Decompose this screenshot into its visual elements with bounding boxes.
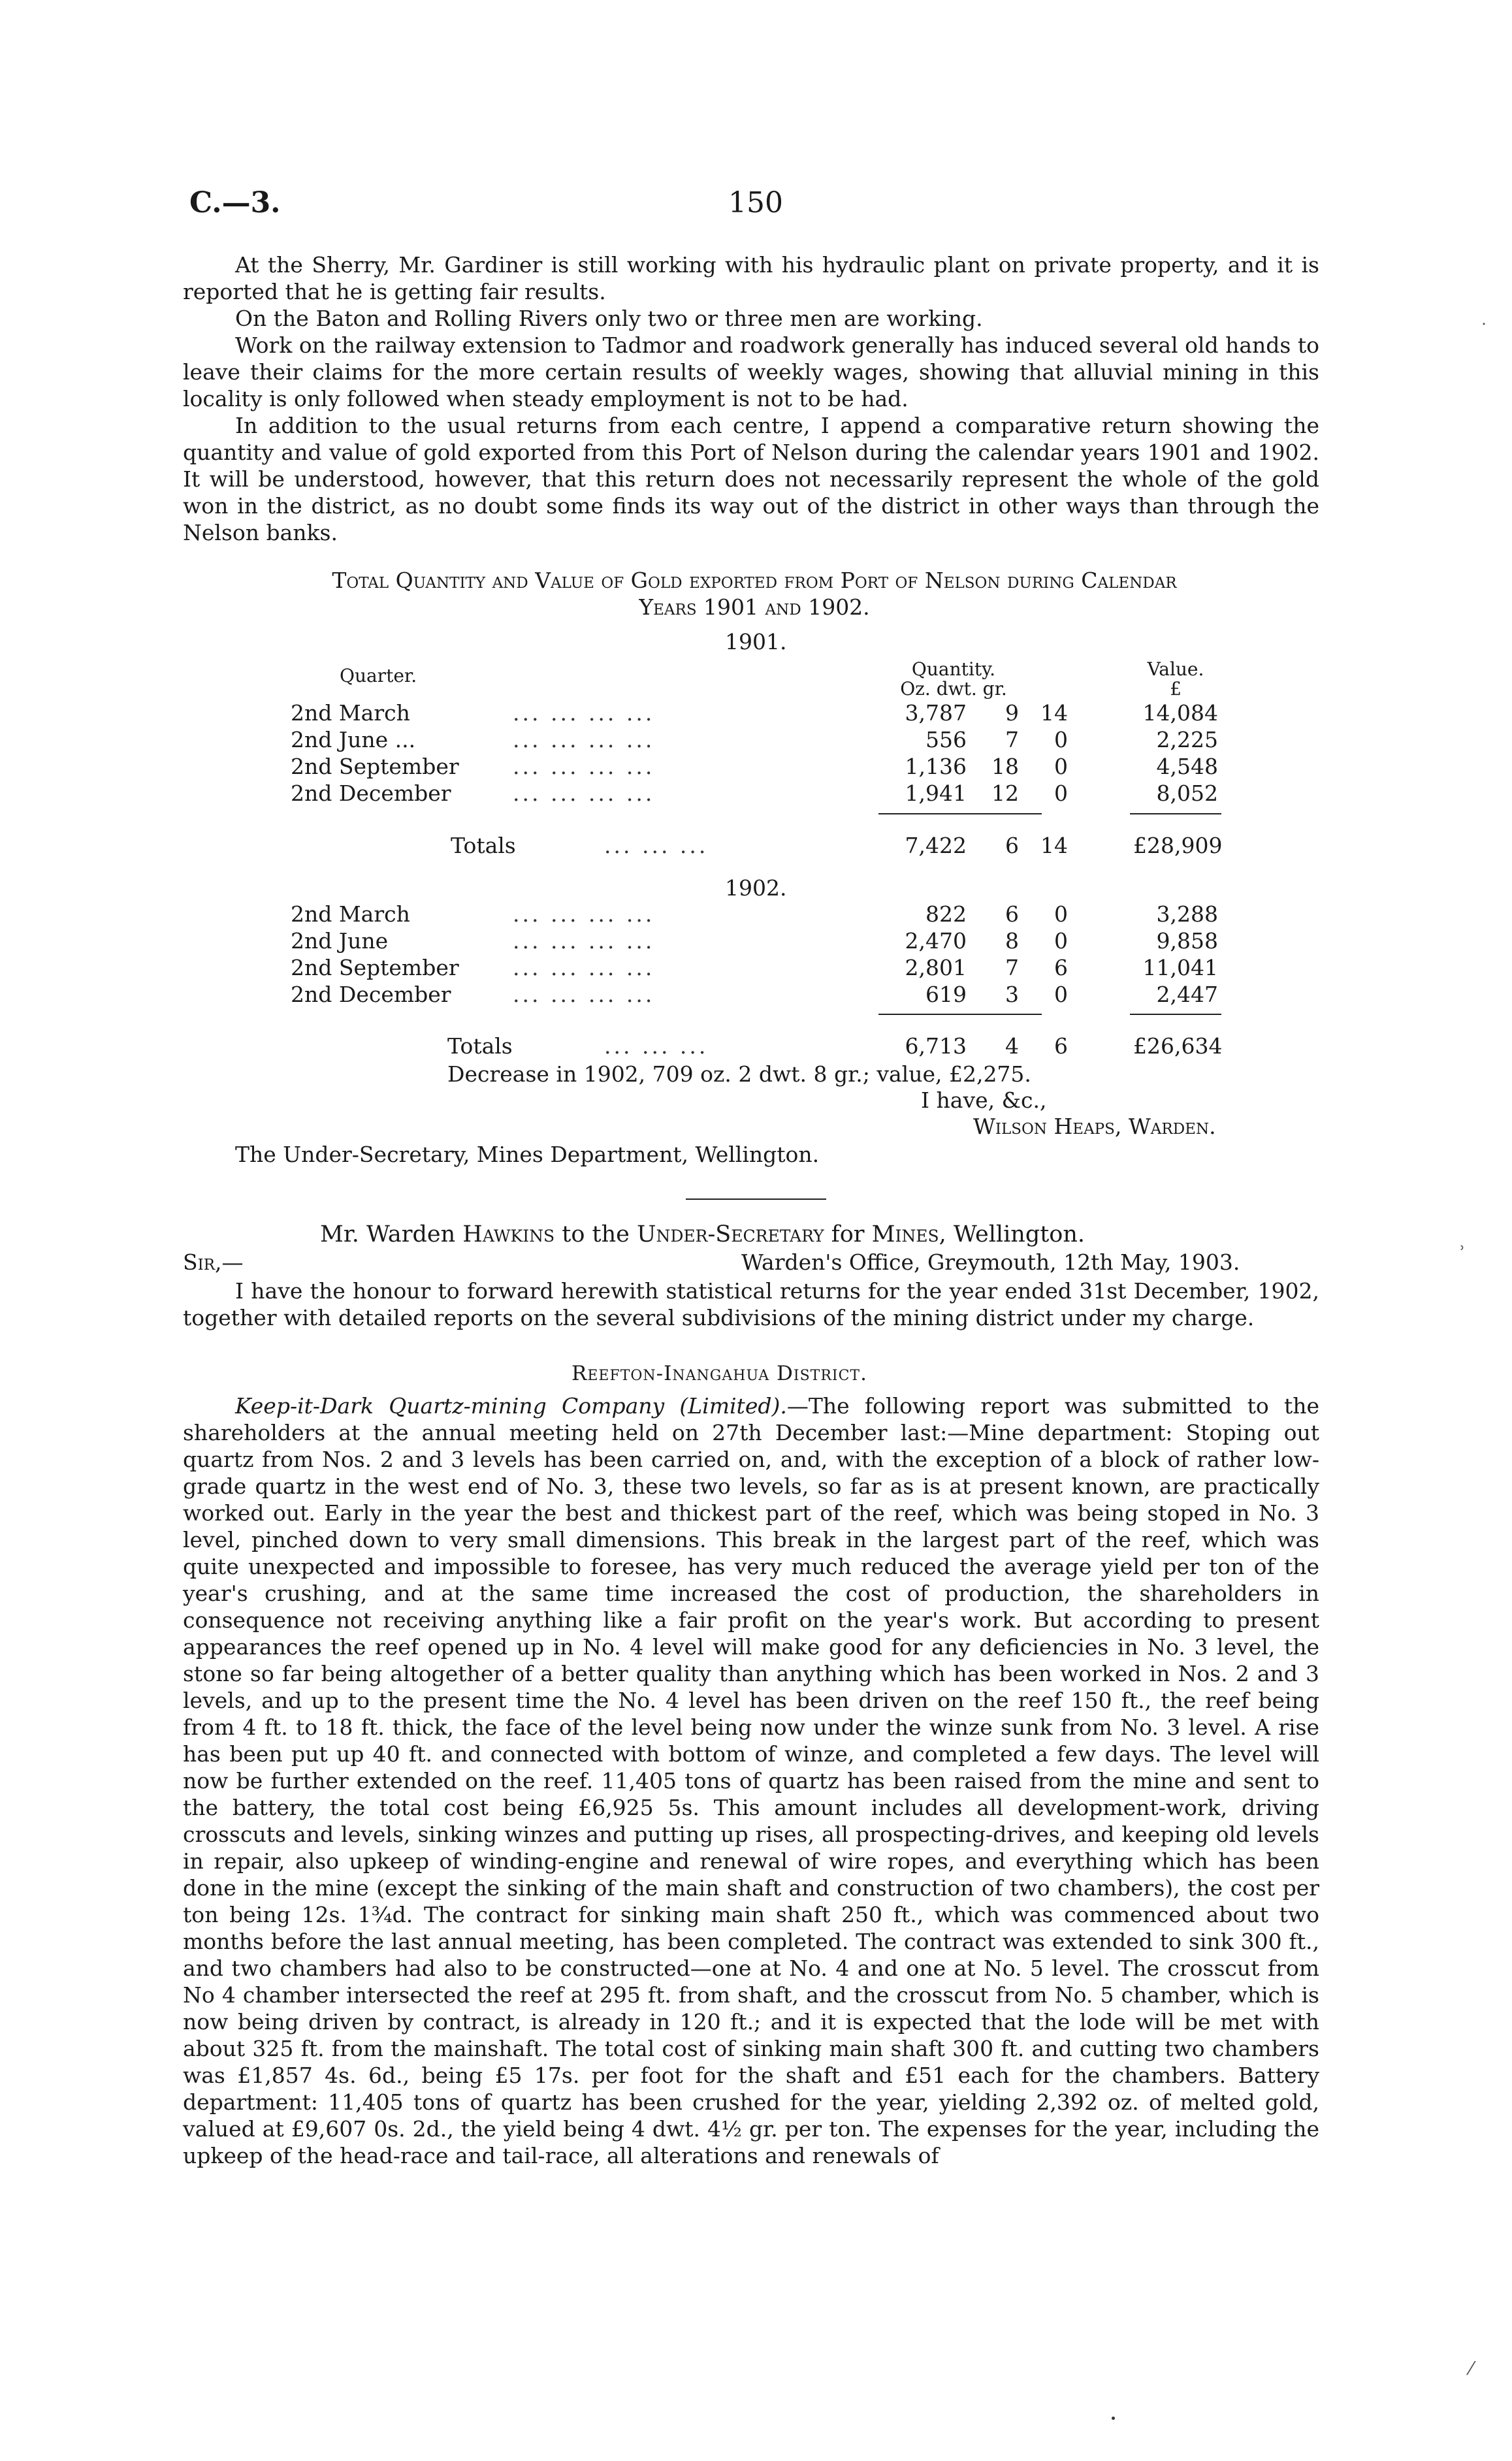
quarter-cell: 2nd June ... <box>291 727 416 752</box>
quantity-header <box>869 660 1038 699</box>
leader-dots: ... ... ... <box>604 833 709 858</box>
table-row <box>291 928 1225 954</box>
table-title-line: Total Quantity and Value of Gold exported from Port of Nelson during Calendar <box>332 568 1177 593</box>
memo-title-recipient: Under-Secretary <box>636 1221 824 1247</box>
value-cell: 2,225 <box>1156 727 1218 752</box>
oz-cell: 1,941 <box>905 780 967 806</box>
value-cell: 4,548 <box>1156 754 1218 779</box>
stray-dot <box>1112 2417 1115 2420</box>
dwt-cell: 6 <box>1005 901 1019 927</box>
page-number: 150 <box>728 186 783 219</box>
district-heading: Reefton-Inangahua District. <box>571 1362 867 1385</box>
addressee: The Under-Secretary, Mines Department, Wellington. <box>235 1142 820 1167</box>
oz-cell: 7,422 <box>905 833 967 858</box>
margin-mark: ˒ <box>1460 1238 1466 1259</box>
oz-cell: 2,470 <box>905 928 967 954</box>
leader-dots: ... ... ... ... <box>513 780 655 806</box>
memo-title <box>320 1221 1085 1247</box>
totals-row <box>291 1033 1225 1059</box>
gr-cell: 0 <box>1054 982 1068 1007</box>
intro-paragraph: In addition to the usual returns from each centre, I append a comparative return showing the quantity and value of gold exported from this Port of Nelson during the calendar years 1901 and 1902. It will be understood, however, that this return does not necessarily represent the whole of the gold won in the district, as no doubt some finds its way out of the district in other ways than through the Nelson banks. <box>183 413 1319 545</box>
quantity-units-label: Oz. dwt. gr. <box>900 678 1007 700</box>
leader-dots: ... ... ... ... <box>513 901 655 927</box>
table-title <box>186 567 1323 620</box>
gr-cell: 0 <box>1054 928 1068 954</box>
company-name: Keep-it-Dark Quartz-mining Company (Limited). <box>235 1393 787 1419</box>
dwt-cell: 18 <box>991 754 1019 779</box>
value-header <box>1130 660 1221 699</box>
table-row <box>291 700 1225 726</box>
intro-section <box>183 251 1319 546</box>
quarter-cell: 2nd December <box>291 982 451 1007</box>
value-cell: £26,634 <box>1133 1033 1223 1059</box>
gr-cell: 0 <box>1054 780 1068 806</box>
intro-paragraph: Work on the railway extension to Tadmor and roadwork generally has induced several old hands to leave their claims for the more certain results of weekly wages, showing that alluvial mining in this locality is only followed when steady employment is not to be had. <box>183 332 1319 411</box>
leader-dots: ... ... ... ... <box>513 955 655 980</box>
dwt-cell: 4 <box>1005 1033 1019 1059</box>
gr-cell: 14 <box>1040 833 1068 858</box>
dwt-cell: 12 <box>991 780 1019 806</box>
gr-cell: 14 <box>1040 700 1068 726</box>
leader-dots: ... ... ... ... <box>513 700 655 726</box>
salutation: Sir,— <box>183 1249 244 1275</box>
gr-cell: 6 <box>1054 1033 1068 1059</box>
oz-cell: 3,787 <box>905 700 967 726</box>
totals-rule-value <box>1130 1014 1221 1015</box>
memo-intro <box>183 1278 1319 1331</box>
totals-rule-value <box>1130 813 1221 814</box>
quarter-cell: 2nd March <box>291 700 410 726</box>
memo-title-text: for <box>824 1221 872 1247</box>
document-reference: C.—3. <box>189 186 281 219</box>
leader-dots: ... ... ... <box>604 1033 709 1059</box>
totals-label: Totals <box>447 1033 513 1059</box>
dwt-cell: 7 <box>1005 955 1019 980</box>
quarter-cell: 2nd September <box>291 955 459 980</box>
leader-dots: ... ... ... ... <box>513 982 655 1007</box>
report-paragraph <box>183 1392 1319 2169</box>
table-title-line: Years 1901 and 1902. <box>639 594 870 620</box>
section-divider <box>686 1198 826 1200</box>
leader-dots: ... ... ... ... <box>513 754 655 779</box>
totals-label: Totals <box>451 833 516 858</box>
company-report <box>183 1392 1319 2169</box>
memo-title-sender: Hawkins <box>462 1221 555 1247</box>
office-date-line: Warden's Office, Greymouth, 12th May, 1903. <box>741 1249 1240 1275</box>
quarter-cell: 2nd June <box>291 928 389 954</box>
gr-cell: 6 <box>1054 955 1068 980</box>
oz-cell: 619 <box>925 982 967 1007</box>
table-row <box>291 901 1225 927</box>
memo-title-text: to the <box>555 1221 637 1247</box>
table-row <box>291 727 1225 753</box>
leader-dots: ... ... ... ... <box>513 928 655 954</box>
value-header-label: Value. <box>1147 658 1204 680</box>
value-cell: 9,858 <box>1156 928 1218 954</box>
memo-title-dept: Mines <box>871 1221 939 1247</box>
value-cell: 2,447 <box>1156 982 1218 1007</box>
table-row <box>291 955 1225 981</box>
intro-paragraph: At the Sherry, Mr. Gardiner is still working with his hydraulic plant on private property, and it is reported that he is getting fair results. <box>183 252 1319 304</box>
oz-cell: 2,801 <box>905 955 967 980</box>
table-row <box>291 982 1225 1008</box>
table-row <box>291 754 1225 780</box>
intro-paragraph: On the Baton and Rolling Rivers only two or three men are working. <box>235 306 983 331</box>
quarter-cell: 2nd December <box>291 780 451 806</box>
memo-title-text: Mr. Warden <box>320 1221 463 1247</box>
dwt-cell: 7 <box>1005 727 1019 752</box>
table-row <box>291 780 1225 807</box>
closing-phrase: I have, &c., <box>921 1087 1047 1113</box>
quantity-header-label: Quantity. <box>911 658 996 680</box>
oz-cell: 822 <box>925 901 967 927</box>
signature: Wilson Heaps, Warden. <box>973 1114 1216 1139</box>
totals-rule-quantity <box>878 1014 1042 1015</box>
value-cell: 11,041 <box>1142 955 1218 980</box>
dwt-cell: 9 <box>1005 700 1019 726</box>
gr-cell: 0 <box>1054 901 1068 927</box>
value-cell: 14,084 <box>1142 700 1218 726</box>
decrease-note: Decrease in 1902, 709 oz. 2 dwt. 8 gr.; value, £2,275. <box>447 1061 1031 1087</box>
value-unit-label: £ <box>1170 678 1182 700</box>
margin-mark: ˙ <box>1479 320 1488 342</box>
oz-cell: 1,136 <box>905 754 967 779</box>
oz-cell: 556 <box>925 727 967 752</box>
memo-title-text: , Wellington. <box>939 1221 1086 1247</box>
leader-dots: ... ... ... ... <box>513 727 655 752</box>
memo-paragraph: I have the honour to forward herewith statistical returns for the year ended 31st December, 1902, together with detailed reports on the several subdivisions of the mining district under my charge. <box>183 1278 1319 1330</box>
oz-cell: 6,713 <box>905 1033 967 1059</box>
quarter-cell: 2nd March <box>291 901 410 927</box>
dwt-cell: 3 <box>1005 982 1019 1007</box>
value-cell: 8,052 <box>1156 780 1218 806</box>
totals-rule-quantity <box>878 813 1042 814</box>
gr-cell: 0 <box>1054 727 1068 752</box>
dwt-cell: 6 <box>1005 833 1019 858</box>
year-label-1901: 1901. <box>725 629 787 654</box>
report-text: —The following report was submitted to the shareholders at the annual meeting held on 27th December last:—Mine department: Stoping out quartz from Nos. 2 and 3 levels has been carried on, and, with the exception of a block of rather low-grade quartz in the west end of No. 3, these two levels, so far as is at present known, are practically worked out. Early in the year the best and thickest part of the reef, which was being stoped in No. 3 level, pinched down to very small dimensions. This break in the largest part of the reef, which was quite unexpected and impossible to foresee, has very much reduced the average yield per ton of the year's crushing, and at the same time increased the cost of production, the shareholders in consequence not receiving anything like a fair profit on the year's work. But according to present appearances the reef opened up in No. 4 level will make good for any deficiencies in No. 3 level, the stone so far being altogether of a better quality than anything which has been worked in Nos. 2 and 3 levels, and up to the present time the No. 4 level has been driven on the reef 150 ft., the reef being from 4 ft. to 18 ft. thick, the face of the level being now under the winze sunk from No. 3 level. A rise has been put up 40 ft. and connected with bottom of winze, and completed a few days. The level will now be further extended on the reef. 11,405 tons of quartz has been raised from the mine and sent to the battery, the total cost being £6,925 5s. This amount includes all development-work, driving crosscuts and levels, sinking winzes and putting up rises, all prospecting-drives, and keeping old levels in repair, also upkeep of winding-engine and renewal of wire ropes, and everything which has been done in the mine (except the sinking of the main shaft and construction of two chambers), the cost per ton being 12s. 1¾d. The contract for sinking main shaft 250 ft., which was commenced about two months before the last annual meeting, has been completed. The contract was extended to sink 300 ft., and two chambers had also to be constructed—one at No. 4 and one at No. 5 level. The crosscut from No 4 chamber intersected the reef at 295 ft. from shaft, and the crosscut from No. 5 chamber, which is now being driven by contract, is already in 120 ft.; and it is expected that the lode will be met with about 325 ft. from the mainshaft. The total cost of sinking main shaft 300 ft. and cutting two chambers was £1,857 4s. 6d., being £5 17s. per foot for the shaft and £51 each for the chambers. Battery department: 11,405 tons of quartz has been crushed for the year, yielding 2,392 oz. of melted gold, valued at £9,607 0s. 2d., the yield being 4 dwt. 4½ gr. per ton. The expenses for the year, including the upkeep of the head-race and tail-race, all alterations and renewals of <box>183 1393 1319 2168</box>
year-label-1902: 1902. <box>725 875 787 901</box>
quarter-cell: 2nd September <box>291 754 459 779</box>
gr-cell: 0 <box>1054 754 1068 779</box>
quarter-header: Quarter. <box>340 665 417 686</box>
totals-row <box>291 833 1225 859</box>
margin-mark: ⁄ <box>1470 2358 1473 2379</box>
value-cell: £28,909 <box>1133 833 1223 858</box>
dwt-cell: 8 <box>1005 928 1019 954</box>
value-cell: 3,288 <box>1156 901 1218 927</box>
